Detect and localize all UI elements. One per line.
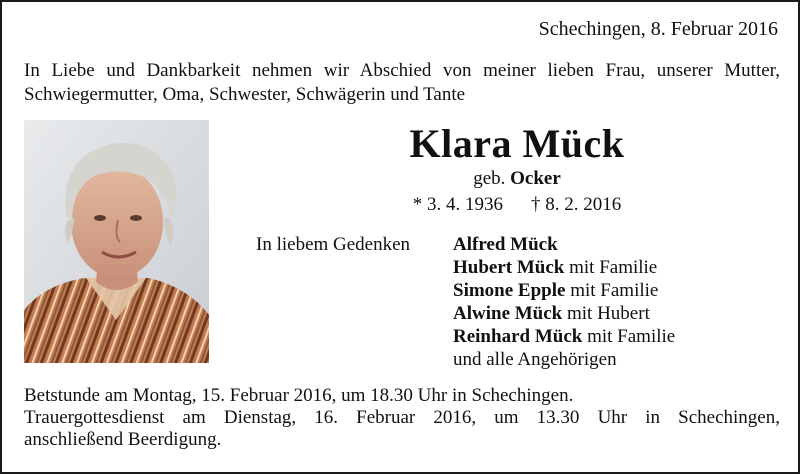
mourner-suffix: mit Familie [570,280,659,301]
mourner-name: Alwine Mück [453,303,563,324]
mourner-suffix: mit Familie [569,257,658,278]
mourner-name: Hubert Mück [453,257,565,278]
portrait-illustration [24,120,209,363]
intro-text: In Liebe und Dankbarkeit nehmen wir Abschied von meiner lieben Frau, unserer Mutter, Schwiegermutter, Oma, Schwester, Schwägerin und Tante [24,60,780,105]
mourner-name: Alfred Mück [453,234,558,255]
mourner-suffix: mit Familie [587,326,676,347]
burial-line: anschließend Beerdigung. [24,429,222,450]
maiden-prefix: geb. [473,168,506,189]
mourner-name: Reinhard Mück [453,326,583,347]
life-dates [332,193,702,217]
birth-date: * 3. 4. 1936 [412,194,503,215]
mourning-label: In liebem Gedenken [256,234,411,255]
mourner-entry [453,325,675,348]
death-date: † 8. 2. 2016 [531,194,622,215]
mourner-closing: und alle Angehörigen [453,349,617,370]
mourner-name: Simone Epple [453,280,566,301]
mourner-suffix: mit Hubert [567,303,650,324]
prayer-service-line: Betstunde am Montag, 15. Februar 2016, um 18.30 Uhr in Schechingen. [24,385,574,406]
place-date: Schechingen, 8. Februar 2016 [538,18,778,40]
portrait-photo [24,120,209,363]
mourner-entry [453,256,675,279]
mourner-entry [453,233,675,256]
deceased-name: Klara Mück [409,121,625,166]
mourner-list [453,233,675,371]
maiden-name: Ocker [510,168,561,189]
mourner-entry [453,279,675,302]
maiden-name-line [332,167,702,191]
mourner-entry [453,302,675,325]
service-details [24,385,780,451]
funeral-service-line: Trauergottesdienst am Dienstag, 16. Februar 2016, um 13.30 Uhr in Schechingen, [24,407,780,428]
